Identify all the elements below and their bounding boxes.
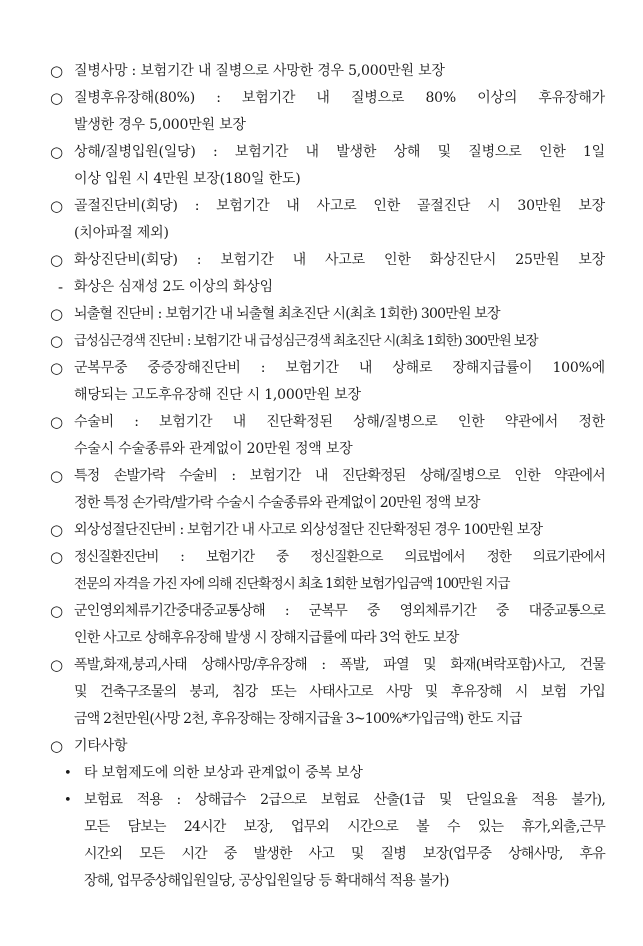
circle-bullet: ○: [50, 656, 64, 674]
list-item-severe-disability: [50, 355, 605, 409]
item-text: [74, 652, 605, 733]
item-text: [74, 328, 605, 355]
list-item-explosion-fire: [50, 652, 605, 733]
text-line: 폭발,화재,붕괴,사태 상해사망/후유장해 : 폭발, 파열 및 화재(벼락포함)사고, 건물: [74, 657, 605, 673]
text-line: 특정 손발가락 수술비 : 보험기간 내 진단확정된 상해/질병으로 인한 약관에서: [74, 468, 605, 484]
item-text: [74, 517, 605, 544]
text-line: 발생한 경우 5,000만원 보장: [74, 117, 246, 133]
text-line: 정신질환진단비 : 보험기간 중 정신질환으로 의료법에서 정한 의료기관에서: [74, 549, 605, 565]
list-item-burn-note: [50, 274, 605, 301]
text-line: 보험료 적용 : 상해급수 2급으로 보험료 산출(1급 및 단일요율 적용 불가),: [84, 792, 605, 808]
circle-bullet: ○: [50, 413, 64, 431]
list-item-disease-death: [50, 58, 605, 85]
circle-bullet: ○: [50, 89, 64, 107]
text-line: 이상 입원 시 4만원 보장(180일 한도): [74, 171, 301, 187]
item-text: [74, 409, 605, 463]
circle-bullet: ○: [50, 62, 64, 80]
list-item-mental-illness: [50, 544, 605, 598]
dash-bullet: -: [58, 278, 64, 296]
text-line: 질병후유장해(80%) : 보험기간 내 질병으로 80% 이상의 후유장해가: [74, 90, 605, 106]
item-text: [74, 544, 605, 598]
text-line: 상해/질병입원(일당) : 보험기간 내 발생한 상해 및 질병으로 인한 1일: [74, 144, 605, 160]
text-line: 군복무중 중증장해진단비 : 보험기간 내 상해로 장해지급률이 100%에: [74, 360, 605, 376]
list-item-myocardial-infarction: [50, 328, 605, 355]
circle-bullet: ○: [50, 521, 64, 539]
text-line: 수술비 : 보험기간 내 진단확정된 상해/질병으로 인한 약관에서 정한: [74, 414, 605, 430]
text-line: (치아파절 제외): [74, 225, 169, 241]
text-line: 정한 특정 손가락/발가락 수술시 수술종류와 관계없이 20만원 정액 보장: [74, 495, 480, 511]
item-text: [84, 760, 605, 787]
circle-bullet: ○: [50, 197, 64, 215]
list-item-disease-disability: [50, 85, 605, 139]
list-item-burn: [50, 247, 605, 274]
list-item-public-transport: [50, 598, 605, 652]
circle-bullet: ○: [50, 548, 64, 566]
item-text: [74, 85, 605, 139]
text-line: 화상진단비(회당) : 보험기간 내 사고로 인한 화상진단시 25만원 보장: [74, 252, 605, 268]
text-line: 장해, 업무중상해입원일당, 공상입원일당 등 확대해석 적용 불가): [84, 873, 449, 889]
text-line: 기타사항: [74, 738, 128, 754]
text-line: 골절진단비(회당) : 보험기간 내 사고로 인한 골절진단 시 30만원 보장: [74, 198, 605, 214]
text-line: 시간외 모든 시간 중 발생한 사고 및 질병 보장(업무중 상해사망, 후유: [84, 846, 605, 862]
item-text: [74, 733, 605, 760]
item-text: [74, 58, 605, 85]
dot-bullet: •: [64, 766, 72, 781]
list-item-hospitalization: [50, 139, 605, 193]
sub-item-premium: [50, 787, 605, 895]
text-line: 및 건축구조물의 붕괴, 침강 또는 사태사고로 사망 및 후유장해 시 보험 가입: [74, 684, 605, 700]
item-text: [74, 274, 605, 301]
text-line: 해당되는 고도후유장해 진단 시 1,000만원 보장: [74, 387, 361, 403]
circle-bullet: ○: [50, 359, 64, 377]
item-text: [74, 463, 605, 517]
item-text: [74, 139, 605, 193]
text-line: 인한 사고로 상해후유장해 발생 시 장해지급률에 따라 3억 한도 보장: [74, 630, 459, 646]
text-line: 외상성절단진단비 : 보험기간 내 사고로 외상성절단 진단확정된 경우 100만원 보장: [74, 522, 543, 538]
list-item-surgery: [50, 409, 605, 463]
circle-bullet: ○: [50, 332, 64, 350]
circle-bullet: ○: [50, 143, 64, 161]
text-line: 전문의 자격을 가진 자에 의해 진단확정시 최초 1회한 보험가입금액 100만원 지급: [74, 576, 510, 592]
text-line: 군인영외체류기간중대중교통상해 : 군복무 중 영외체류기간 중 대중교통으로: [74, 603, 605, 619]
list-item-amputation: [50, 517, 605, 544]
sub-item-duplicate-compensation: [50, 760, 605, 787]
circle-bullet: ○: [50, 737, 64, 755]
circle-bullet: ○: [50, 467, 64, 485]
list-item-cerebral-hemorrhage: [50, 301, 605, 328]
text-line: 수술시 수술종류와 관계없이 20만원 정액 보장: [74, 441, 353, 457]
circle-bullet: ○: [50, 251, 64, 269]
text-line: 모든 담보는 24시간 보장, 업무외 시간으로 볼 수 있는 휴가,외출,근무: [84, 819, 605, 835]
item-text: [74, 193, 605, 247]
item-text: [74, 247, 605, 274]
item-text: [74, 598, 605, 652]
text-line: 화상은 심재성 2도 이상의 화상임: [74, 279, 273, 295]
text-line: 타 보험제도에 의한 보상과 관계없이 중복 보상: [84, 765, 363, 781]
text-line: 급성심근경색 진단비 : 보험기간 내 급성심근경색 최초진단 시(최초 1회한) 300만원 보장: [74, 334, 538, 349]
item-text: [74, 301, 605, 328]
circle-bullet: ○: [50, 602, 64, 620]
item-text: [74, 355, 605, 409]
text-line: 금액 2천만원(사망 2천, 후유장해는 장해지급율 3~100%*가입금액) 한도 지급: [74, 711, 522, 727]
item-text: [84, 787, 605, 895]
text-line: 질병사망 : 보험기간 내 질병으로 사망한 경우 5,000만원 보장: [74, 63, 445, 79]
list-item-fracture: [50, 193, 605, 247]
circle-bullet: ○: [50, 305, 64, 323]
text-line: 뇌출혈 진단비 : 보험기간 내 뇌출혈 최초진단 시(최초 1회한) 300만원 보장: [74, 306, 500, 322]
list-item-finger-toe-surgery: [50, 463, 605, 517]
dot-bullet: •: [64, 793, 72, 808]
list-item-other: [50, 733, 605, 760]
